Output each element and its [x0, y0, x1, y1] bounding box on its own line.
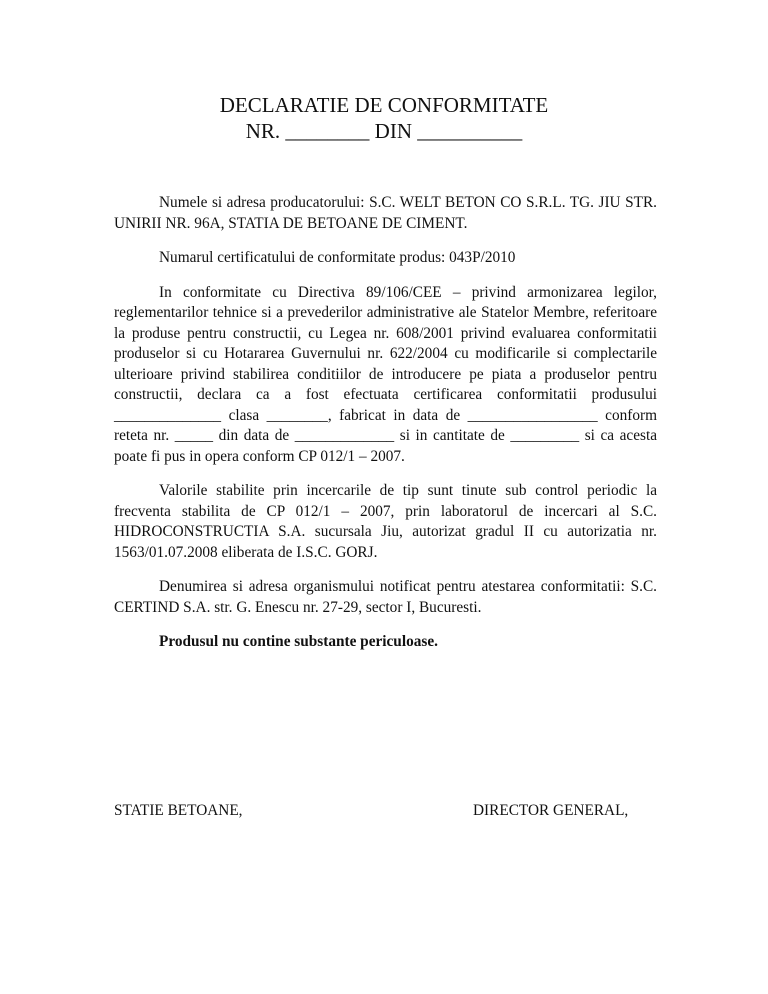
signature-statie-betoane: STATIE BETOANE,	[114, 802, 243, 819]
test-values-paragraph: Valorile stabilite prin incercarile de tip sunt tinute sub control periodic la frecventa stabilita de CP 012/1 – 2007, prin laboratorul de incercari al S.C. HIDROCONSTRUCTIA S.A. sucursala Jiu, autorizat gradul II cu autorizatia nr. 1563/01.07.2008 eliberata de I.S.C. GORJ.	[114, 482, 657, 561]
title-line-2: NR. ________ DIN __________	[245, 119, 523, 143]
conformity-paragraph: In conformitate cu Directiva 89/106/CEE – privind armonizarea legilor, reglementarilor tehnice si a prevederilor administrative ale Statelor Membre, referitoare la produse pentru constructii, cu Legea nr. 608/2001 privind evaluarea conformitatii produselor si cu Hotararea Guvernului nr. 622/2004 cu modificarile si complectarile ulterioare privind stabilirea conditiilor de introducere pe piata a produselor pentru constructii, declara ca a fost efectuata certificarea conformitatii produsului ______________ clasa ________, fabricat in data de _________________ conform reteta nr. _____ din data de _____________ si in cantitate de _________ si ca acesta poate fi pus in opera conform CP 012/1 – 2007.	[114, 283, 657, 465]
hazard-statement: Produsul nu contine substante periculoase.	[159, 633, 438, 650]
title-line-1: DECLARATIE DE CONFORMITATE	[219, 93, 549, 117]
signature-director-general: DIRECTOR GENERAL,	[473, 802, 629, 819]
document-body	[114, 193, 657, 653]
notified-body-paragraph: Denumirea si adresa organismului notificat pentru atestarea conformitatii: S.C. CERTIND S.A. str. G. Enescu nr. 27-29, sector I, Bucuresti.	[114, 578, 657, 616]
certificate-number-paragraph: Numarul certificatului de conformitate produs: 043P/2010	[159, 249, 516, 266]
document-title	[0, 92, 768, 144]
producer-paragraph: Numele si adresa producatorului: S.C. WELT BETON CO S.R.L. TG. JIU STR. UNIRII NR. 96A, STATIA DE BETOANE DE CIMENT.	[114, 194, 657, 232]
